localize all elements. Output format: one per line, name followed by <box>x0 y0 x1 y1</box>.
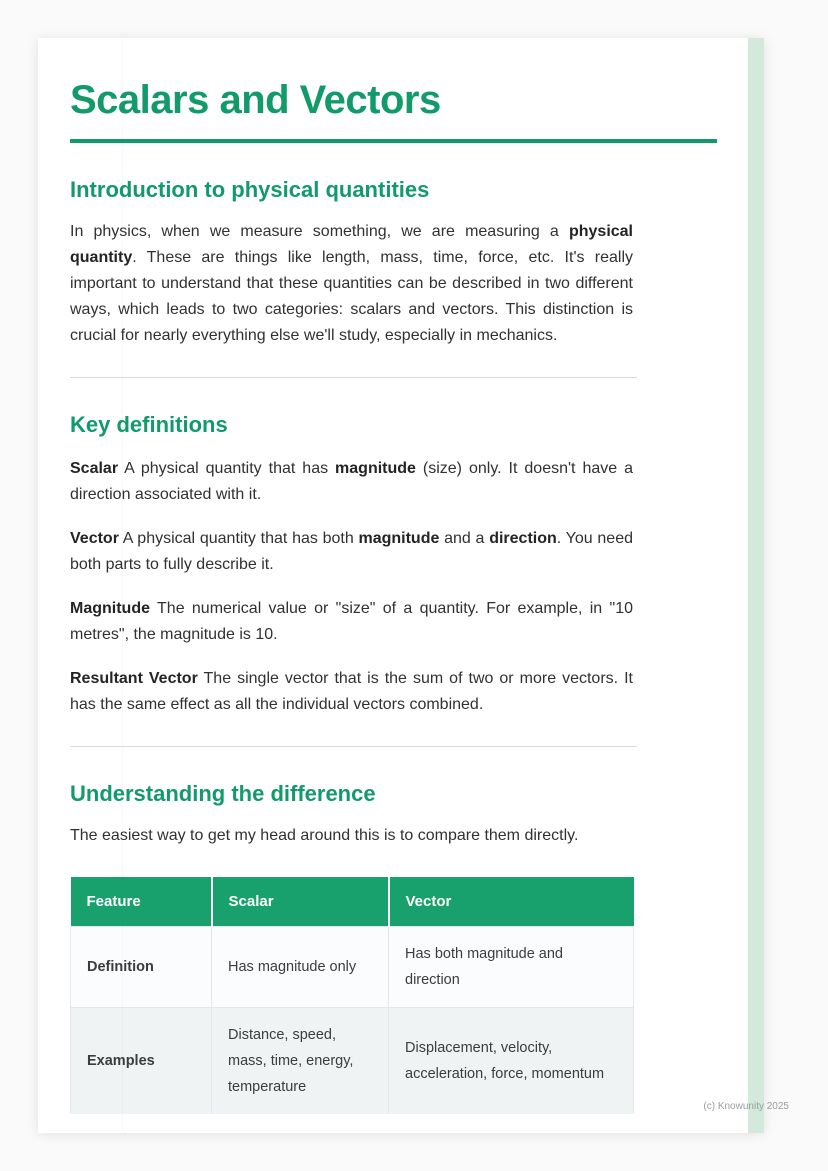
section-heading-key-definitions: Key definitions <box>70 412 228 437</box>
table-header-vector: Vector <box>389 877 634 927</box>
table-row-examples <box>71 1008 634 1115</box>
text-segment: The single vector that is the sum of two or more vectors. It has the same effect as all the individual vectors combined. <box>70 670 633 713</box>
table-cell-feature-examples: Examples <box>71 1008 212 1115</box>
definition-vector <box>70 526 633 578</box>
page-title: Scalars and Vectors <box>70 78 441 122</box>
table-cell-scalar-definition: Has magnitude only <box>212 927 389 1008</box>
copyright-notice: (c) Knowunity 2025 <box>703 1101 789 1112</box>
definition-magnitude <box>70 596 633 648</box>
table-cell-vector-definition: Has both magnitude and direction <box>389 927 634 1008</box>
title-underline <box>70 139 717 143</box>
text-segment: and a <box>439 530 490 547</box>
section-heading-introduction: Introduction to physical quantities <box>70 177 430 202</box>
right-accent-stripe <box>748 38 764 1133</box>
table-cell-vector-examples: Displacement, velocity, acceleration, force, momentum <box>389 1008 634 1115</box>
definition-resultant-vector <box>70 666 633 718</box>
text-segment: . You need both parts to fully describe it. <box>70 530 633 573</box>
term-vector: Vector <box>70 530 119 547</box>
text-segment: The numerical value or "size" of a quantity. For example, in "10 metres", the magnitude is 10. <box>70 600 633 643</box>
comparison-table <box>70 877 634 1114</box>
text-segment: (size) only. It doesn't have a direction associated with it. <box>70 460 633 503</box>
table-cell-scalar-examples: Distance, speed, mass, time, energy, temperature <box>212 1008 389 1115</box>
text-segment-bold: direction <box>489 530 557 547</box>
section-divider <box>70 746 637 747</box>
term-scalar: Scalar <box>70 460 119 477</box>
table-header-feature: Feature <box>71 877 212 927</box>
paper-margin-line <box>122 38 123 1133</box>
text-segment: In physics, when we measure something, we are measuring a <box>70 223 569 240</box>
table-cell-feature-definition: Definition <box>71 927 212 1008</box>
text-segment-bold: magnitude <box>358 530 440 547</box>
term-magnitude: Magnitude <box>70 600 150 617</box>
table-header-row <box>71 877 634 927</box>
text-segment-bold: magnitude <box>335 460 416 477</box>
section-heading-understanding: Understanding the difference <box>70 781 376 806</box>
term-resultant-vector: Resultant Vector <box>70 670 198 687</box>
text-segment: A physical quantity that has both <box>118 530 359 547</box>
text-segment-bold: physical quantity <box>70 223 633 266</box>
text-segment: A physical quantity that has <box>118 460 336 477</box>
table-header-scalar: Scalar <box>212 877 389 927</box>
definition-scalar <box>70 456 633 508</box>
table-intro-text: The easiest way to get my head around this is to compare them directly. <box>70 827 579 844</box>
text-segment: . These are things like length, mass, time, force, etc. It's really important to understand that these quantities can be described in two different ways, which leads to two categories: scalars and vectors. This distinction is crucial for nearly everything else we'll study, especially in mechanics. <box>70 249 633 344</box>
section-divider <box>70 377 637 378</box>
document-page <box>38 38 764 1133</box>
table-row-definition <box>71 927 634 1008</box>
intro-paragraph <box>70 219 633 349</box>
